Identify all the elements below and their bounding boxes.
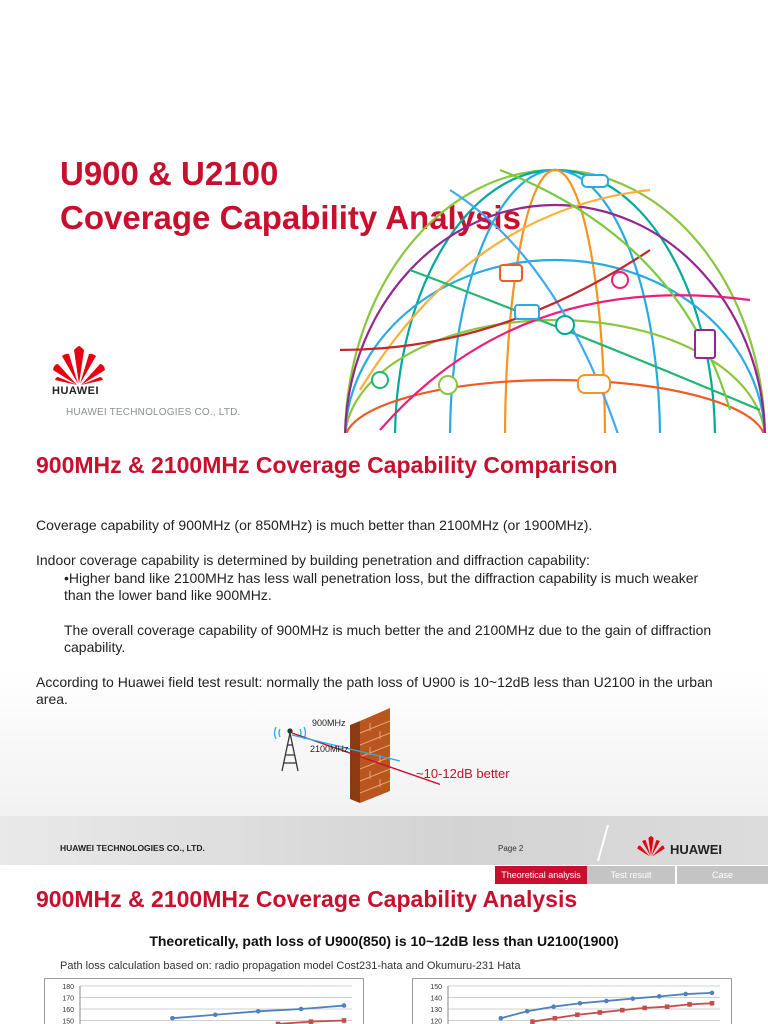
slide-subtitle: Theoretically, path loss of U900(850) is 10~12dB less than U2100(1900) (149, 933, 619, 949)
y-tick-label: 130 (430, 1007, 442, 1014)
paragraph-4-line-2: area. (36, 691, 68, 707)
paragraph-4-line-1: According to Huawei field test result: normally the path loss of U900 is 10~12dB less than U2100 in the urban (36, 674, 713, 690)
y-tick-label: 120 (430, 1018, 442, 1024)
tab-theoretical-analysis[interactable]: Theoretical analysis (495, 866, 587, 884)
antenna-tower-icon (275, 727, 306, 771)
globe-illustration (320, 150, 768, 433)
data-point (525, 1009, 530, 1014)
data-point (657, 994, 662, 999)
title-line-2: Coverage Capability Analysis (60, 199, 521, 236)
data-point (213, 1012, 218, 1017)
gain-label: ~10-12dB better (416, 766, 510, 781)
tab-test-result[interactable]: Test result (587, 866, 675, 884)
slide-title: 900MHz & 2100MHz Coverage Capability Comparison (36, 452, 618, 478)
paragraph-3-line-2: capability. (64, 639, 126, 655)
paragraph-1: Coverage capability of 900MHz (or 850MHz) is much better than 2100MHz (or 1900MHz). (36, 517, 593, 533)
data-point (342, 1018, 347, 1023)
data-point (604, 999, 609, 1004)
slide-title: 900MHz & 2100MHz Coverage Capability Analysis (36, 886, 578, 912)
huawei-logo-text: HUAWEI (52, 385, 99, 397)
bullet-1-line-1: •Higher band like 2100MHz has less wall penetration loss, but the diffraction capability is much weaker (64, 570, 699, 586)
y-tick-label: 140 (430, 995, 442, 1003)
data-point (530, 1019, 535, 1024)
calculation-note: Path loss calculation based on: radio propagation model Cost231-hata and Okumuru-231 Hata (60, 960, 521, 972)
y-tick-label: 180 (62, 984, 74, 991)
data-point (687, 1002, 692, 1007)
data-point (598, 1010, 603, 1015)
company-name: HUAWEI TECHNOLOGIES CO., LTD. (66, 407, 241, 418)
title-line-1: U900 & U2100 (60, 155, 279, 192)
data-point (631, 996, 636, 1001)
comparison-slide (0, 433, 768, 865)
path-loss-chart-right (412, 978, 732, 1024)
data-point (256, 1009, 261, 1014)
data-point (710, 1001, 715, 1006)
footer-divider-icon (596, 823, 610, 863)
data-point (710, 991, 715, 996)
data-point (499, 1016, 504, 1021)
data-point (665, 1004, 670, 1009)
title-slide (0, 0, 768, 433)
data-point (578, 1001, 583, 1006)
data-point (309, 1019, 314, 1024)
analysis-slide (0, 866, 768, 1024)
data-point (620, 1008, 625, 1013)
data-point (553, 1016, 558, 1021)
label-2100mhz: 2100MHz (310, 744, 349, 754)
data-point (551, 1004, 556, 1009)
footer-page-number: Page 2 (498, 844, 524, 853)
footer-huawei-text: HUAWEI (670, 842, 722, 857)
paragraph-2: Indoor coverage capability is determined by building penetration and diffraction capability: (36, 552, 590, 568)
path-loss-chart-left (44, 978, 364, 1024)
footer-huawei-logo-icon (636, 835, 666, 857)
chart-frame (45, 979, 364, 1024)
y-tick-label: 160 (62, 1007, 74, 1014)
footer-company: HUAWEI TECHNOLOGIES CO., LTD. (60, 843, 205, 853)
y-tick-label: 150 (62, 1018, 74, 1024)
y-tick-label: 170 (62, 995, 74, 1003)
data-point (299, 1007, 304, 1012)
bullet-1-line-2: than the lower band like 900MHz. (64, 587, 272, 603)
data-point (575, 1012, 580, 1017)
tab-case[interactable]: Case (677, 866, 768, 884)
chart-frame (413, 979, 732, 1024)
y-tick-label: 150 (430, 984, 442, 991)
data-point (642, 1006, 647, 1011)
data-point (170, 1016, 175, 1021)
data-point (683, 992, 688, 997)
huawei-logo-icon (52, 344, 106, 386)
penetration-diagram (270, 703, 440, 808)
paragraph-3-line-1: The overall coverage capability of 900MHz is much better the and 2100MHz due to the gain of diffraction (64, 622, 712, 638)
data-point (342, 1003, 347, 1008)
label-900mhz: 900MHz (312, 718, 346, 728)
